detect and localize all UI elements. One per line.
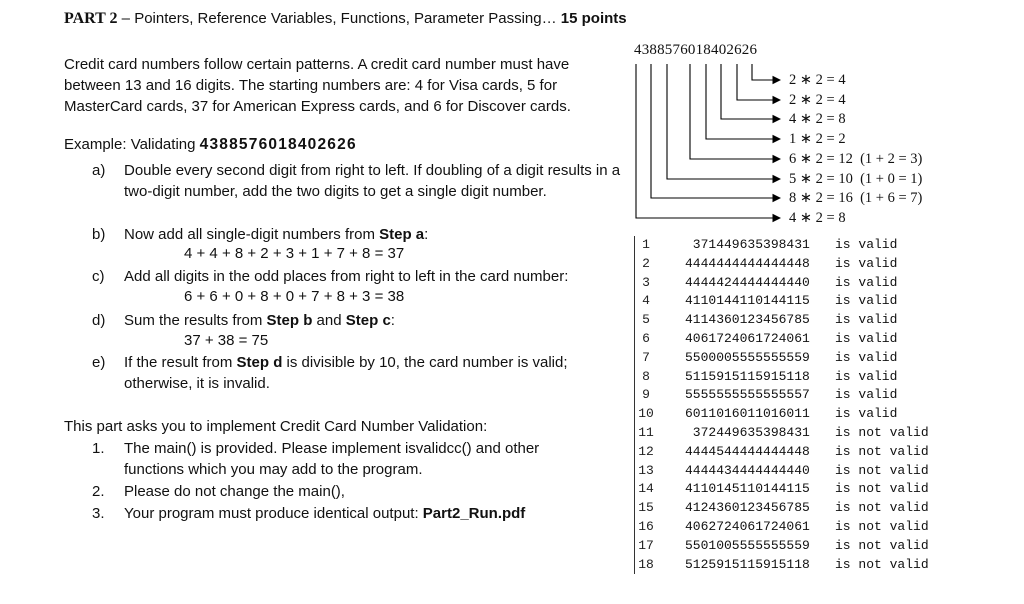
item-text: The main() is provided. Please implement isvalidcc() and other functions which you may add to the program. xyxy=(124,440,540,478)
item-label: 3. xyxy=(92,505,105,522)
step-ref: Step c xyxy=(345,312,391,329)
task-item-2 xyxy=(92,481,345,502)
validity-result: is valid xyxy=(835,274,898,290)
line-number: 17 xyxy=(638,537,654,553)
validity-result: is not valid xyxy=(835,462,929,478)
step-label: d) xyxy=(92,312,106,329)
step-ref: Step b xyxy=(266,312,313,329)
validity-result: is valid xyxy=(835,387,898,403)
line-number: 3 xyxy=(642,274,650,290)
example-number: 4388576018402626 xyxy=(199,136,357,153)
step-text-part: : xyxy=(390,312,395,329)
validity-result: is valid xyxy=(835,349,898,365)
output-row xyxy=(635,368,955,387)
output-row xyxy=(635,292,955,311)
output-file-name: Part2_Run.pdf xyxy=(422,505,526,522)
line-number: 12 xyxy=(638,443,654,459)
card-number: 4061724061724061 xyxy=(685,330,810,346)
task-intro: This part asks you to implement Credit Card Number Validation: xyxy=(64,418,488,435)
card-number: 6011016011016011 xyxy=(685,406,810,422)
arrow-digit-1 xyxy=(752,64,780,80)
arrow-digit-8 xyxy=(636,64,780,218)
item-label: 2. xyxy=(92,483,105,500)
output-row xyxy=(635,405,955,424)
step-text-part: Sum the results from xyxy=(124,312,267,329)
card-number: 4062724061724061 xyxy=(685,518,810,534)
output-row xyxy=(635,330,955,349)
validity-result: is not valid xyxy=(835,518,929,534)
validity-result: is valid xyxy=(835,330,898,346)
card-number: 5555555555555557 xyxy=(685,387,810,403)
item-text-part: Your program must produce identical output: xyxy=(124,505,423,522)
line-number: 1 xyxy=(642,237,650,252)
card-number: 372449635398431 xyxy=(685,424,810,440)
card-number: 4110145110144115 xyxy=(685,481,810,497)
card-number: 4110144110144115 xyxy=(685,293,810,309)
step-d xyxy=(92,310,395,331)
step-a xyxy=(92,160,621,200)
output-row xyxy=(635,255,955,274)
output-row xyxy=(635,556,955,575)
card-number: 5500005555555559 xyxy=(685,349,810,365)
line-number: 8 xyxy=(642,368,650,384)
doubling-equation: 2 ∗ 2 = 4 xyxy=(789,72,846,88)
step-text-part: : xyxy=(424,226,429,243)
step-d-calc: 37 + 38 = 75 xyxy=(184,332,269,349)
validity-result: is valid xyxy=(835,293,898,309)
example-line xyxy=(64,136,357,154)
doubling-equation: 8 ∗ 2 = 16 (1 + 6 = 7) xyxy=(789,190,923,206)
card-number: 4124360123456785 xyxy=(685,500,810,516)
line-number: 18 xyxy=(638,556,654,572)
validity-result: is valid xyxy=(835,255,898,271)
doubling-equation: 5 ∗ 2 = 10 (1 + 0 = 1) xyxy=(789,171,923,187)
output-row xyxy=(635,462,955,481)
output-row xyxy=(635,518,955,537)
part-subtitle: – Pointers, Reference Variables, Functions, Parameter Passing… xyxy=(117,10,561,27)
doubling-equation: 4 ∗ 2 = 8 xyxy=(789,210,846,226)
validity-result: is not valid xyxy=(835,481,929,497)
example-label: Example: Validating xyxy=(64,136,200,153)
arrow-digit-6 xyxy=(667,64,780,179)
step-text: Double every second digit from right to left. If doubling of a digit results in a two-digit number, add the two digits to get a single digit number. xyxy=(124,162,621,200)
output-row xyxy=(635,349,955,368)
card-number: 5125915115915118 xyxy=(685,556,810,572)
step-text-part: is divisible by 10, the card number is valid; otherwise, it is invalid. xyxy=(124,354,568,392)
card-number: 4444444444444448 xyxy=(685,255,810,271)
doubling-equation: 1 ∗ 2 = 2 xyxy=(789,131,846,147)
step-text-part: If the result from xyxy=(124,354,237,371)
line-number: 6 xyxy=(642,330,650,346)
line-number: 15 xyxy=(638,500,654,516)
task-item-1 xyxy=(92,438,540,478)
step-label: e) xyxy=(92,354,106,371)
output-row xyxy=(635,386,955,405)
output-row xyxy=(635,499,955,518)
step-text xyxy=(124,352,614,394)
validity-result: is valid xyxy=(835,406,898,422)
arrow-digit-2 xyxy=(737,64,780,100)
card-number: 4444434444444440 xyxy=(685,462,810,478)
arrow-digit-7 xyxy=(651,64,780,198)
arrow-digit-3 xyxy=(721,64,780,119)
line-number: 5 xyxy=(642,312,650,328)
step-text: Add all digits in the odd places from right to left in the card number: xyxy=(124,268,569,285)
line-number: 2 xyxy=(642,255,650,271)
validity-result: is not valid xyxy=(835,500,929,516)
step-text-part: Now add all single-digit numbers from xyxy=(124,226,380,243)
diagram-card-number: 4388576018402626 xyxy=(634,42,758,58)
validity-result: is not valid xyxy=(835,556,929,572)
arrow-digit-5 xyxy=(690,64,780,159)
program-output xyxy=(634,236,955,574)
line-number: 13 xyxy=(638,462,654,478)
validity-result: is valid xyxy=(835,237,898,252)
validity-result: is not valid xyxy=(835,424,929,440)
line-number: 14 xyxy=(638,481,654,497)
step-label: a) xyxy=(92,162,106,179)
doubling-equation: 2 ∗ 2 = 4 xyxy=(789,92,846,108)
validity-result: is valid xyxy=(835,368,898,384)
output-row xyxy=(635,236,955,255)
output-row xyxy=(635,424,955,443)
card-number: 5115915115915118 xyxy=(685,368,810,384)
line-number: 7 xyxy=(642,349,650,365)
item-text xyxy=(124,503,584,524)
page-title xyxy=(64,10,627,28)
validity-result: is not valid xyxy=(835,443,929,459)
line-number: 11 xyxy=(638,424,654,440)
task-item-3 xyxy=(92,503,526,524)
doubling-equation: 4 ∗ 2 = 8 xyxy=(789,111,846,127)
output-row xyxy=(635,311,955,330)
points-label: 15 points xyxy=(560,10,627,27)
item-text: Please do not change the main(), xyxy=(124,483,345,500)
step-text xyxy=(124,224,644,245)
card-number: 4114360123456785 xyxy=(685,312,810,328)
line-number: 10 xyxy=(638,406,654,422)
step-e xyxy=(92,352,568,392)
line-number: 16 xyxy=(638,518,654,534)
step-ref: Step a xyxy=(379,226,425,243)
item-label: 1. xyxy=(92,440,105,457)
part-label: PART 2 xyxy=(64,10,118,27)
card-number: 5501005555555559 xyxy=(685,537,810,553)
output-row xyxy=(635,480,955,499)
output-row xyxy=(635,443,955,462)
step-text xyxy=(124,310,644,331)
step-ref: Step d xyxy=(236,354,283,371)
doubling-equation: 6 ∗ 2 = 12 (1 + 2 = 3) xyxy=(789,151,923,167)
line-number: 4 xyxy=(642,293,650,309)
arrow-digit-4 xyxy=(706,64,780,139)
step-c xyxy=(92,266,569,287)
step-label: b) xyxy=(92,226,106,243)
output-row xyxy=(635,537,955,556)
step-b xyxy=(92,224,429,245)
step-c-calc: 6 + 6 + 0 + 8 + 0 + 7 + 8 + 3 = 38 xyxy=(184,288,405,305)
line-number: 9 xyxy=(642,387,650,403)
card-number: 4444424444444440 xyxy=(685,274,810,290)
validity-result: is valid xyxy=(835,312,898,328)
card-number: 4444544444444448 xyxy=(685,443,810,459)
step-label: c) xyxy=(92,268,105,285)
output-row xyxy=(635,274,955,293)
validity-result: is not valid xyxy=(835,537,929,553)
step-b-calc: 4 + 4 + 8 + 2 + 3 + 1 + 7 + 8 = 37 xyxy=(184,245,405,262)
intro-paragraph: Credit card numbers follow certain patterns. A credit card number must have between 13 and 16 digits. The starting numbers are: 4 for Visa cards, 5 for MasterCard cards, 37 for American Express cards, and 6 for Discover cards. xyxy=(64,56,571,115)
step-text-part: and xyxy=(312,312,346,329)
card-number: 371449635398431 xyxy=(685,237,810,252)
